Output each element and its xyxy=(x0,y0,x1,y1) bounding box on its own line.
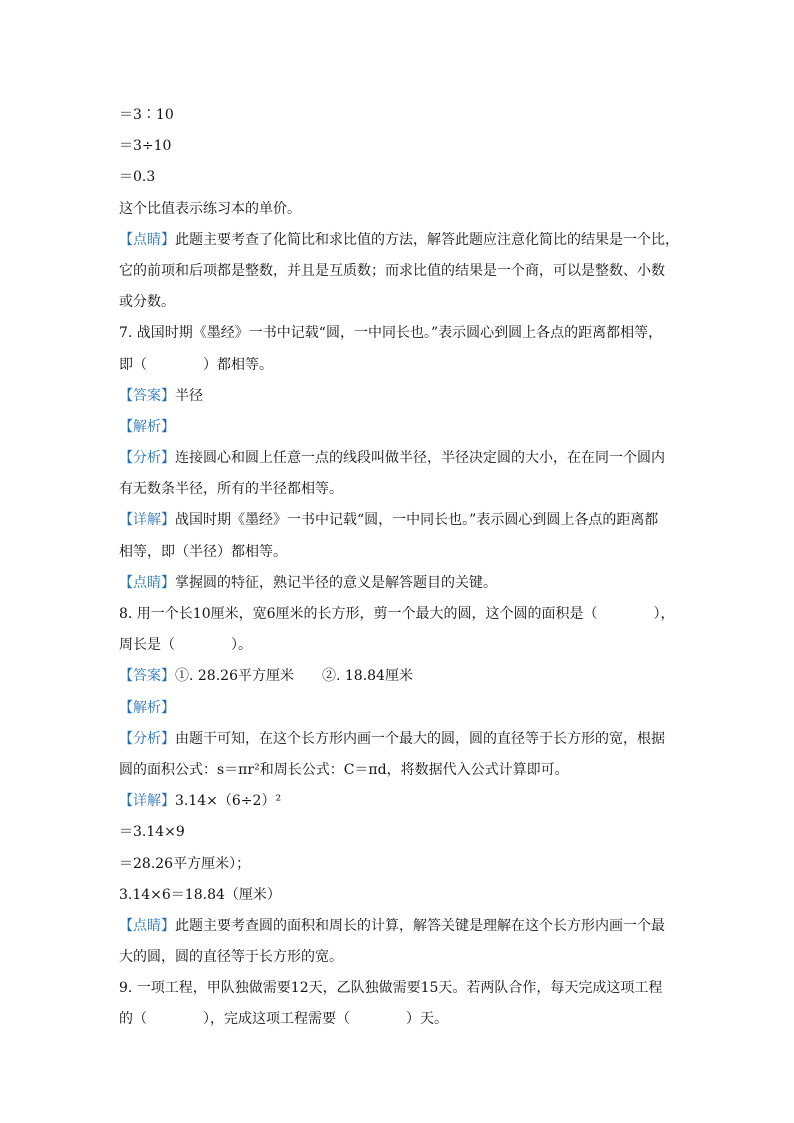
section-tag: 【答案】 xyxy=(119,387,175,404)
section-tag: 【分析】 xyxy=(119,450,175,467)
text-line xyxy=(119,350,699,381)
text-line xyxy=(119,412,699,443)
line-text: 由题干可知，在这个长方形内画一个最大的圆，圆的直径等于长方形的宽，根据 xyxy=(175,730,665,747)
text-line xyxy=(119,630,699,661)
text-line xyxy=(119,381,699,412)
section-tag: 【答案】 xyxy=(119,668,175,685)
text-line xyxy=(119,225,699,256)
line-text: ＝0.3 xyxy=(119,169,156,186)
text-line xyxy=(119,100,699,131)
line-text: 圆的面积公式：s＝πr²和周长公式：C＝πd，将数据代入公式计算即可。 xyxy=(119,761,569,778)
line-text: 8. 用一个长10厘米，宽6厘米的长方形，剪一个最大的圆，这个圆的面积是（ ）， xyxy=(119,606,675,622)
line-text: ＝3∶10 xyxy=(119,107,174,123)
line-text: ＝28.26平方厘米）； xyxy=(119,855,251,872)
section-tag: 【点睛】 xyxy=(119,231,175,248)
line-text: 此题主要考查了化简比和求比值的方法，解答此题应注意化简比的结果是一个比， xyxy=(175,231,679,248)
line-text: 掌握圆的特征，熟记半径的意义是解答题目的关键。 xyxy=(175,574,497,591)
line-text: 半径 xyxy=(175,387,203,404)
text-line xyxy=(119,568,699,599)
text-line xyxy=(119,287,699,318)
line-text: ＝3÷10 xyxy=(119,138,172,155)
line-text: 此题主要考查圆的面积和周长的计算，解答关键是理解在这个长方形内画一个最 xyxy=(175,917,665,934)
text-line xyxy=(119,194,699,225)
line-text: 这个比值表示练习本的单价。 xyxy=(119,200,301,217)
line-text: 7. 战国时期《墨经》一书中记载“圆，一中同长也。”表示圆心到圆上各点的距离都相等， xyxy=(119,325,663,342)
text-line xyxy=(119,131,699,162)
text-line xyxy=(119,443,699,474)
section-tag: 【分析】 xyxy=(119,730,175,747)
section-tag: 【点睛】 xyxy=(119,917,175,934)
line-text: ①. 28.26平方厘米 ②. 18.84厘米 xyxy=(175,668,413,685)
text-line xyxy=(119,599,699,630)
line-text: 即（ ）都相等。 xyxy=(119,356,273,373)
section-tag: 【解析】 xyxy=(119,699,175,716)
text-line xyxy=(119,786,699,817)
section-tag: 【点睛】 xyxy=(119,574,175,591)
text-line xyxy=(119,661,699,692)
document-body xyxy=(119,100,699,1036)
line-text: 9. 一项工程，甲队独做需要12天，乙队独做需要15天。若两队合作，每天完成这项工程 xyxy=(119,980,663,997)
line-text: 有无数条半径，所有的半径都相等。 xyxy=(119,481,343,498)
line-text: 战国时期《墨经》一书中记载“圆，一中同长也。”表示圆心到圆上各点的距离都 xyxy=(175,512,659,529)
text-line xyxy=(119,942,699,973)
text-line xyxy=(119,755,699,786)
text-line xyxy=(119,693,699,724)
text-line xyxy=(119,318,699,349)
line-text: 3.14×6＝18.84（厘米） xyxy=(119,886,281,903)
text-line xyxy=(119,911,699,942)
text-line xyxy=(119,849,699,880)
text-line xyxy=(119,537,699,568)
line-text: 周长是（ ）。 xyxy=(119,637,252,654)
section-tag: 【解析】 xyxy=(119,418,175,435)
text-line xyxy=(119,880,699,911)
section-tag: 【详解】 xyxy=(119,793,175,810)
text-line xyxy=(119,973,699,1004)
section-tag: 【详解】 xyxy=(119,512,175,529)
text-line xyxy=(119,505,699,536)
line-text: 它的前项和后项都是整数，并且是互质数；而求比值的结果是一个商，可以是整数、小数 xyxy=(119,262,665,279)
line-text: 的（ ），完成这项工程需要（ ）天。 xyxy=(119,1011,448,1028)
text-line xyxy=(119,724,699,755)
text-line xyxy=(119,1004,699,1035)
line-text: 相等，即（半径）都相等。 xyxy=(119,543,287,560)
line-text: ＝3.14×9 xyxy=(119,824,185,841)
line-text: 3.14×（6÷2）² xyxy=(175,793,282,810)
line-text: 连接圆心和圆上任意一点的线段叫做半径，半径决定圆的大小，在在同一个圆内 xyxy=(175,450,665,467)
line-text: 或分数。 xyxy=(119,294,175,311)
line-text: 大的圆，圆的直径等于长方形的宽。 xyxy=(119,949,343,966)
text-line xyxy=(119,817,699,848)
text-line xyxy=(119,256,699,287)
text-line xyxy=(119,162,699,193)
text-line xyxy=(119,474,699,505)
